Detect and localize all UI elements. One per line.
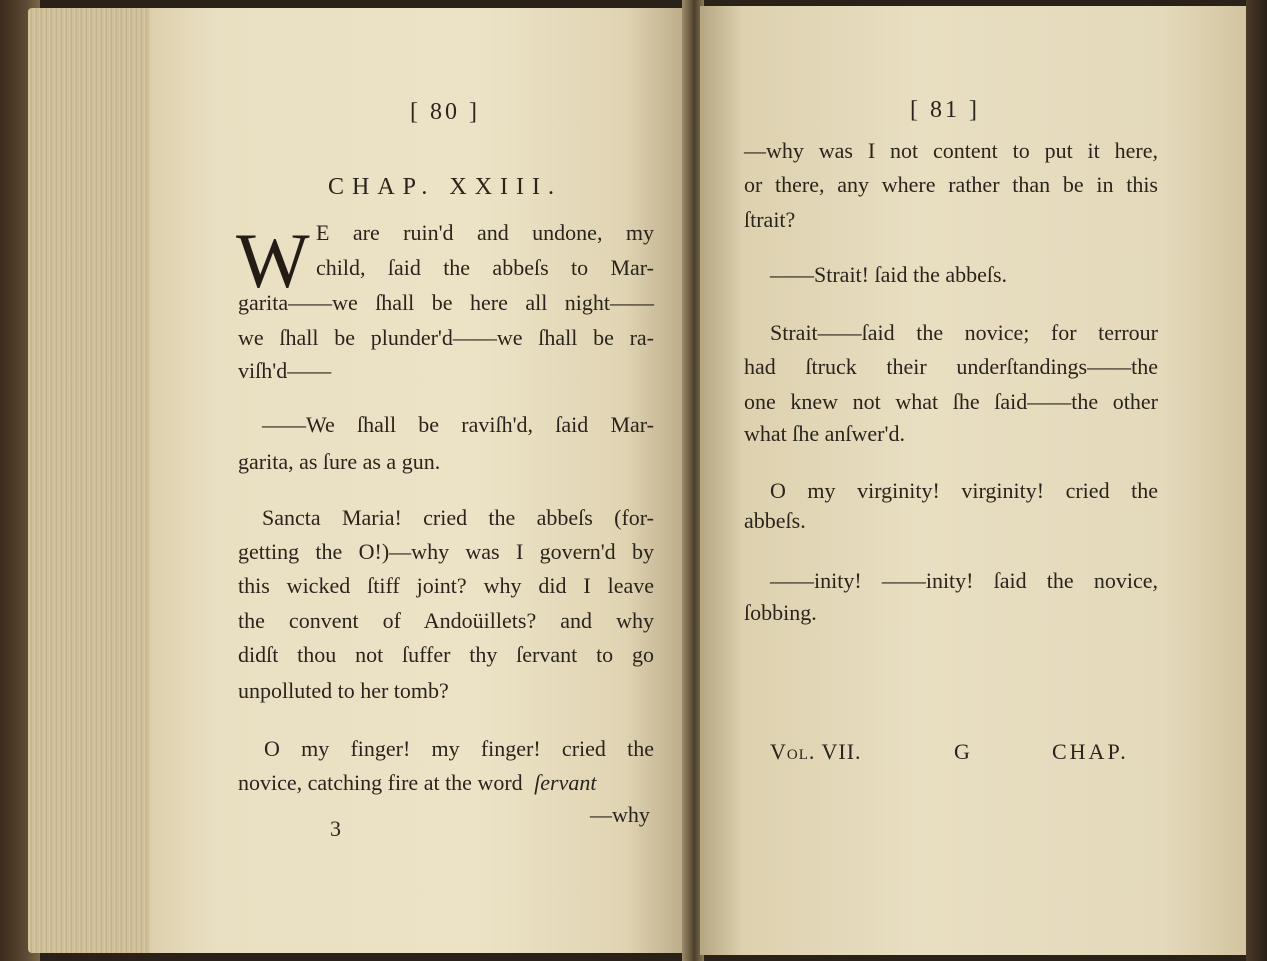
right-catchword: CHAP.	[1052, 739, 1129, 764]
volume-label: Vol. VII.	[770, 739, 862, 764]
left-line-12: didſt thou not ſuffer thy ſervant to go	[238, 642, 654, 667]
left-line-1: E are ruin'd and undone, my	[316, 220, 654, 245]
left-line-14: O my finger! my finger! cried the	[264, 736, 654, 761]
chapter-title: CHAP. XXIII.	[328, 174, 562, 200]
right-line-3: ſtrait?	[744, 207, 796, 232]
left-line-2: child, ſaid the abbeſs to Mar-	[316, 255, 654, 280]
right-line-8: what ſhe anſwer'd.	[744, 421, 905, 446]
right-line-10: abbeſs.	[744, 508, 806, 533]
right-signature: G	[954, 739, 970, 764]
left-line-3: garita——we ſhall be here all night——	[238, 290, 654, 315]
left-page-number: [ 80 ]	[410, 99, 480, 125]
left-line-5: viſh'd——	[238, 358, 332, 383]
right-line-4: ——Strait! ſaid the abbeſs.	[770, 262, 1008, 287]
left-line-4: we ſhall be plunder'd——we ſhall be ra-	[238, 325, 654, 350]
right-line-6: had ſtruck their underſtandings——the	[744, 354, 1158, 379]
left-line-7: garita, as ſure as a gun.	[238, 449, 441, 474]
left-line-15	[238, 772, 597, 794]
right-line-5: Strait——ſaid the novice; for terrour	[770, 320, 1158, 345]
right-line-1: —why was I not content to put it here,	[744, 138, 1158, 163]
left-line-11: the convent of Andoüillets? and why	[238, 608, 654, 633]
page-edges	[28, 8, 158, 953]
left-line-8: Sancta Maria! cried the abbeſs (for-	[262, 505, 654, 530]
right-line-7: one knew not what ſhe ſaid——the other	[744, 389, 1158, 414]
drop-cap: W	[236, 217, 310, 304]
right-line-2: or there, any where rather than be in this	[744, 172, 1158, 197]
left-line-10: this wicked ſtiff joint? why did I leave	[238, 573, 654, 598]
left-line-13: unpolluted to her tomb?	[238, 678, 449, 703]
right-page-number: [ 81 ]	[910, 97, 980, 123]
left-line-15-text: novice, catching fire at the word	[238, 770, 523, 795]
right-line-12: ſobbing.	[744, 600, 817, 625]
left-catchword: —why	[590, 802, 650, 827]
right-cover	[1246, 0, 1267, 961]
right-line-11: ——inity! ——inity! ſaid the novice,	[770, 568, 1158, 593]
left-signature: 3	[330, 816, 341, 841]
left-line-6: ——We ſhall be raviſh'd, ſaid Mar-	[262, 412, 654, 437]
italic-word: ſervant	[534, 770, 597, 795]
right-line-9: O my virginity! virginity! cried the	[770, 478, 1158, 503]
left-line-9: getting the O!)—why was I govern'd by	[238, 539, 654, 564]
